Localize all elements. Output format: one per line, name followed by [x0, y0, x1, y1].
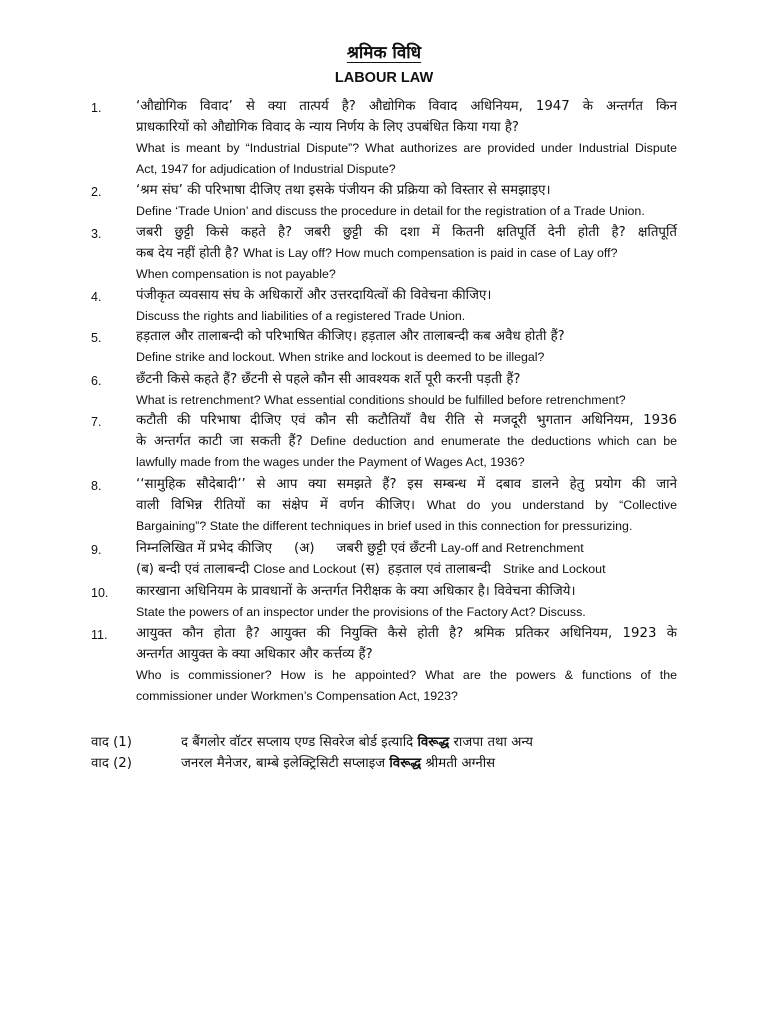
question-number: 8.	[91, 479, 102, 493]
question-text-english: Who is commissioner? How is he appointed? What are the powers & functions of the	[136, 668, 677, 682]
question-4	[136, 285, 677, 327]
page-title-english: LABOUR LAW	[334, 70, 434, 86]
option-c-hindi: हड़ताल एवं तालाबन्दी	[387, 562, 491, 577]
question-1	[136, 96, 677, 180]
question-number: 5.	[91, 331, 102, 345]
question-text-hindi: ‘श्रम संघ’ की परिभाषा दीजिए तथा इसके पंजीयन की प्रक्रिया को विस्तार से समझाइए।	[136, 183, 551, 198]
option-a-hindi: जबरी छुट्टी एवं छँटनी	[336, 541, 437, 556]
case-label: वाद (1)	[91, 735, 132, 750]
question-text-english: What is Lay off? How much compensation is paid in case of Lay off?	[243, 246, 618, 260]
question-text-english: commissioner under Workmen’s Compensation Act, 1923?	[136, 689, 458, 703]
question-text-english: Define strike and lockout. When strike and lockout is deemed to be illegal?	[136, 350, 545, 364]
question-text-hindi: पंजीकृत व्यवसाय संघ के अधिकारों और उत्तरदायित्वों की विवेचना कीजिए।	[136, 288, 492, 303]
question-text-hindi: हड़ताल और तालाबन्दी को परिभाषित कीजिए। हड़ताल और तालाबन्दी कब अवैध होती हैं?	[136, 329, 565, 344]
option-b-english: Close and Lockout	[253, 562, 357, 576]
question-5	[136, 326, 677, 368]
option-a-english: Lay-off and Retrenchment	[440, 541, 584, 555]
question-text-hindi: के अन्तर्गत काटी जा सकती हैं?	[136, 434, 303, 449]
question-text-hindi: कब देय नहीं होती है?	[136, 246, 240, 261]
question-10	[136, 581, 677, 623]
question-7	[136, 410, 677, 473]
question-text-hindi: आयुक्त कौन होता है? आयुक्त की नियुक्ति कैसे होती है? श्रमिक प्रतिकर अधिनियम, 1923 के	[136, 626, 677, 641]
question-text-hindi: प्राधकारियों को औद्योगिक विवाद के न्याय निर्णय के लिए उपबंधित किया गया है?	[136, 120, 519, 135]
case-title	[181, 753, 495, 771]
question-text-english: Act, 1947 for adjudication of Industrial Dispute?	[136, 162, 396, 176]
question-text-english: Bargaining”? State the different techniques in brief used in this connection for pressurizing.	[136, 519, 633, 533]
question-text-english: What is meant by “Industrial Dispute”? What authorizes are provided under Industrial Dispute	[136, 141, 677, 155]
case-label: वाद (2)	[91, 756, 132, 771]
question-text-hindi: ‘‘सामुहिक सौदेबादी’’ से आप क्या समझते हैं? इस सम्बन्ध में दबाव डालने हेतु प्रयोग की जाने	[136, 477, 677, 492]
option-b-hindi: (ब) बन्दी एवं तालाबन्दी	[136, 562, 250, 577]
question-number: 11.	[91, 628, 108, 642]
question-text-english: Define deduction and enumerate the deductions which can be	[310, 434, 677, 448]
option-c-english: Strike and Lockout	[502, 562, 606, 576]
question-text-hindi: वाली विभिन्न रीतियों का संक्षेप में वर्णन कीजिए।	[136, 498, 415, 513]
case-title	[181, 732, 533, 750]
question-3	[136, 222, 677, 285]
question-number: 2.	[91, 185, 102, 199]
option-c-marker: (स)	[360, 562, 380, 577]
question-text-hindi: निम्नलिखित में प्रभेद कीजिए	[136, 541, 272, 556]
question-2	[136, 180, 677, 222]
question-text-english: State the powers of an inspector under the provisions of the Factory Act? Discuss.	[136, 605, 586, 619]
question-text-hindi: ‘औद्योगिक विवाद’ से क्या तात्पर्य है? औद्योगिक विवाद अधिनियम, 1947 के अन्तर्गत किन	[136, 99, 677, 114]
question-text-english: When compensation is not payable?	[136, 267, 336, 281]
question-text-english: What do you understand by “Collective	[426, 498, 677, 512]
question-6	[136, 369, 677, 411]
question-number: 4.	[91, 290, 102, 304]
question-text-english: What is retrenchment? What essential conditions should be fulfilled before retrenchment?	[136, 393, 626, 407]
question-9	[136, 538, 677, 580]
case-versus: विरूद्ध	[389, 756, 422, 771]
case-party-one: द बैंगलोर वॉटर सप्लाय एण्ड सिवरेज बोर्ड इत्यादि	[181, 735, 414, 750]
question-text-hindi: कटौती की परिभाषा दीजिए एवं कौन सी कटौतियाँ वैध रीति से मजदूरी भुगतान अधिनियम, 1936	[136, 413, 677, 428]
question-number: 10.	[91, 586, 109, 600]
question-text-hindi: कारखाना अधिनियम के प्रावधानों के अन्तर्गत निरीक्षक के क्या अधिकार है। विवेचना कीजिये।	[136, 584, 576, 599]
case-party-two: श्रीमती अग्नीस	[425, 756, 496, 771]
question-text-english: Define ‘Trade Union’ and discuss the procedure in detail for the registration of a Trade Union.	[136, 204, 645, 218]
page-title-hindi: श्रमिक विधि	[346, 43, 422, 63]
question-number: 6.	[91, 374, 102, 388]
question-number: 3.	[91, 227, 102, 241]
question-number: 1.	[91, 101, 102, 115]
option-a-marker: (अ)	[293, 541, 315, 556]
question-11	[136, 623, 677, 707]
question-number: 7.	[91, 415, 102, 429]
question-text-english: lawfully made from the wages under the Payment of Wages Act, 1936?	[136, 455, 525, 469]
question-number: 9.	[91, 543, 102, 557]
question-text-hindi: जबरी छुट्टी किसे कहते है? जबरी छुट्टी की दशा में कितनी क्षतिपूर्ति देनी होती है? क्षतिपूर्ति	[136, 225, 677, 240]
case-versus: विरूद्ध	[417, 735, 450, 750]
question-8	[136, 474, 677, 537]
question-text-hindi: अन्तर्गत आयुक्त के क्या अधिकार और कर्त्तव्य हैं?	[136, 647, 373, 662]
case-party-two: राजपा तथा अन्य	[453, 735, 533, 750]
question-text-english: Discuss the rights and liabilities of a registered Trade Union.	[136, 309, 466, 323]
case-party-one: जनरल मैनेजर, बाम्बे इलेक्ट्रिसिटी सप्लाइज	[181, 756, 386, 771]
question-text-hindi: छँटनी किसे कहते हैं? छँटनी से पहले कौन सी आवश्यक शर्ते पूरी करनी पड़ती हैं?	[136, 372, 521, 387]
